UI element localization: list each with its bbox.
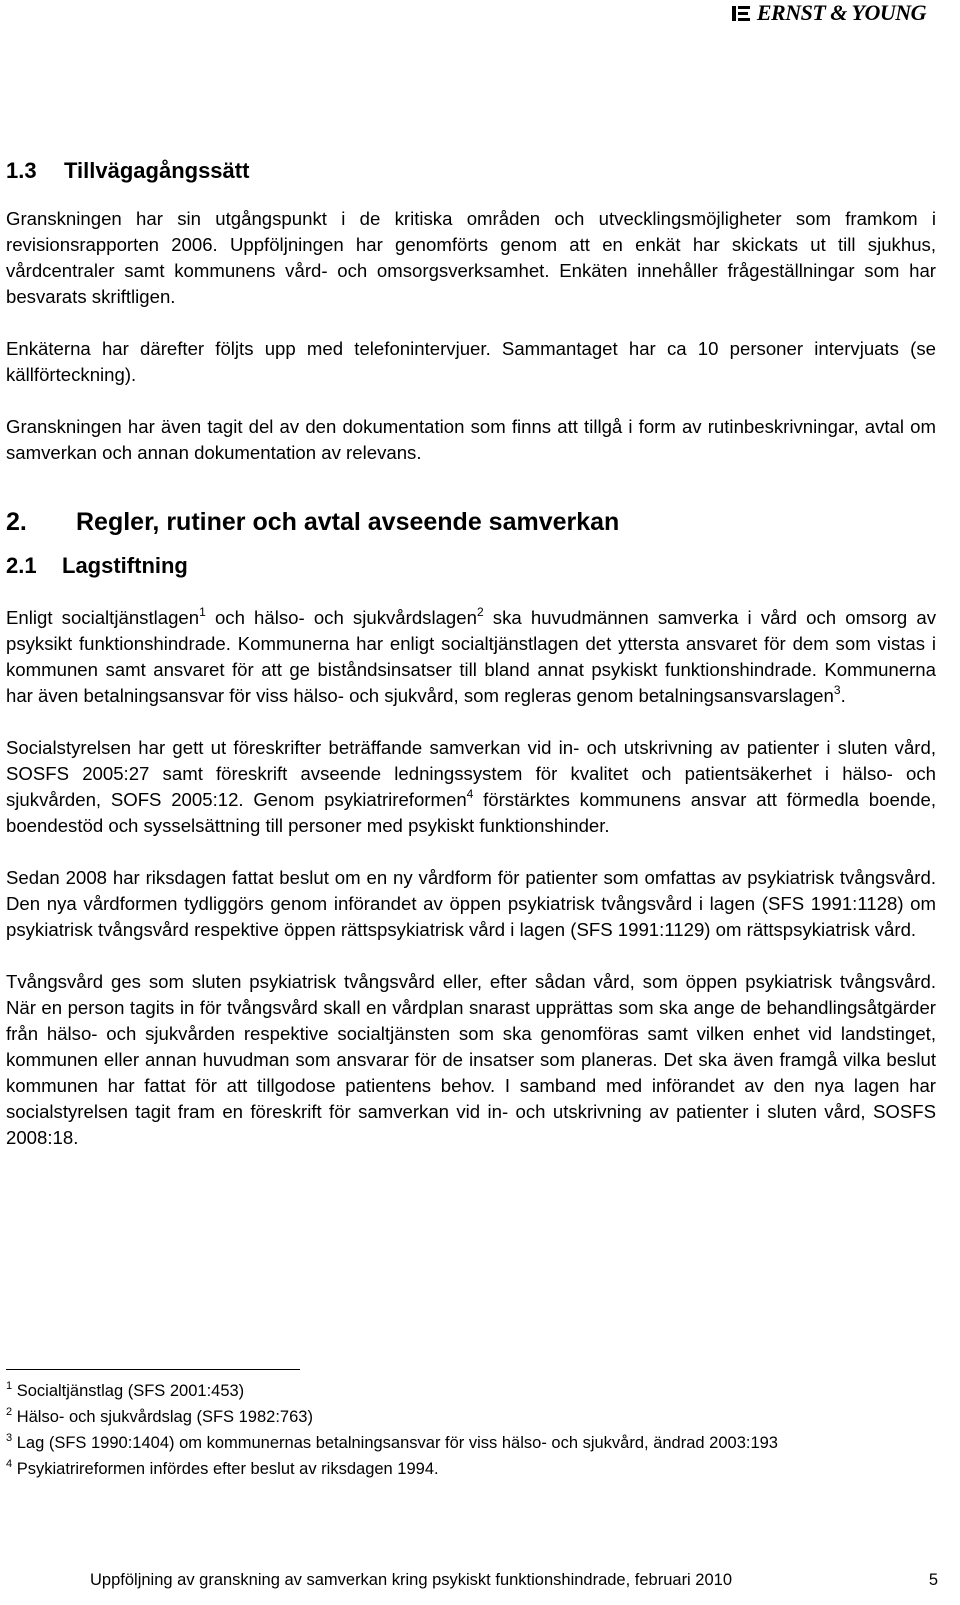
footnote — [6, 1431, 936, 1455]
footnote-ref: 4 — [466, 787, 474, 801]
logo-text: ERNST & YOUNG — [756, 0, 926, 25]
section-title: Tillvägagångssätt — [64, 158, 250, 183]
footnote-text: Lag (SFS 1990:1404) om kommunernas betalningsansvar för viss hälso- och sjukvård, ändrad 2003:193 — [16, 1434, 778, 1452]
paragraph: Granskningen har även tagit del av den dokumentation som finns att tillgå i form av rutinbeskrivningar, avtal om samverkan och annan dokumentation av relevans. — [6, 416, 936, 463]
footnote-number: 1 — [6, 1380, 13, 1392]
footer-text: Uppföljning av granskning av samverkan kring psykiskt funktionshindrade, februari 2010 — [90, 1571, 733, 1589]
paragraph — [6, 735, 936, 839]
paragraph: Granskningen har sin utgångspunkt i de kritiska områden och utvecklingsmöjligheter som framkom i revisionsrapporten 2006. Uppföljningen har genomförts genom att en enkät har skickats ut till sjukhus, vårdcentraler samt kommunens vård- och omsorgsverksamhet. Enkäten innehåller frågeställningar som har besvarats skriftligen. — [6, 208, 936, 307]
ey-logo-mark-icon — [731, 3, 751, 23]
section-heading-2 — [6, 508, 936, 537]
footnote-separator — [6, 1369, 300, 1370]
page-footer — [90, 1571, 938, 1590]
ernst-young-logo — [731, 0, 926, 26]
footnote-text: Socialtjänstlag (SFS 2001:453) — [16, 1382, 245, 1400]
section-number: 2. — [6, 508, 27, 536]
text-run: Socialstyrelsen har gett ut föreskrifter beträffande samverkan vid in- och utskrivning av patienter i sluten vård, SOSFS 2005:27 samt föreskrift avseende ledningssystem för kvalitet och patientsäkerhet i hälso- och sjukvården, SOFS 2005:12. Genom psykiatrireformen — [6, 737, 936, 810]
paragraph: Sedan 2008 har riksdagen fattat beslut om en ny vårdform för patienter som omfattas av psykiatrisk tvångsvård. Den nya vårdformen tydliggörs genom införandet av öppen psykiatrisk tvångsvård i lagen (SFS 1991:1128) om psykiatrisk tvångsvård respektive öppen rättspsykiatrisk vård i lagen (SFS 1991:1129) om rättspsykiatrisk vård. — [6, 867, 936, 940]
footnote — [6, 1457, 936, 1481]
section-title: Lagstiftning — [62, 553, 188, 578]
footnote — [6, 1405, 936, 1429]
section-heading-2-1 — [6, 553, 936, 579]
footnote-text: Psykiatrireformen infördes efter beslut av riksdagen 1994. — [16, 1460, 439, 1478]
text-run: och hälso- och sjukvårdslagen — [205, 607, 477, 628]
paragraph — [6, 605, 936, 709]
section-title: Regler, rutiner och avtal avseende samverkan — [76, 508, 620, 536]
text-run: förstärktes kommunens ansvar att förmedla boende, boendestöd och sysselsättning till personer med psykiskt funktionshinder. — [6, 789, 936, 836]
footnote-ref: 1 — [199, 605, 206, 619]
footnote-number: 3 — [6, 1432, 13, 1444]
footnotes — [6, 1379, 936, 1483]
section-number: 2.1 — [6, 553, 37, 578]
paragraph: Enkäterna har därefter följts upp med telefonintervjuer. Sammantaget har ca 10 personer intervjuats (se källförteckning). — [6, 338, 936, 385]
text-run: Enligt socialtjänstlagen — [6, 607, 200, 628]
document-body — [6, 158, 936, 1177]
footnote-ref: 2 — [476, 605, 484, 619]
section-heading-1-3 — [6, 158, 936, 184]
paragraph: Tvångsvård ges som sluten psykiatrisk tvångsvård eller, efter sådan vård, som öppen psykiatrisk tvångsvård. När en person tagits in för tvångsvård skall en vårdplan snarast upprättas som ska ange de behandlingsåtgärder från hälso- och sjukvården respektive socialtjänsten som ska genomföras samt vilken enhet vid landstinget, kommunen eller annan huvudman som ansvarar för de insatser som planeras. Det ska även framgå vilka beslut kommunen har fattat för att tillgodose patientens behov. I samband med införandet av den nya lagen har socialstyrelsen tagit fram en föreskrift för samverkan vid in- och utskrivning av patienter i sluten vård, SOSFS 2008:18. — [6, 971, 936, 1148]
footnote — [6, 1379, 936, 1403]
text-run: ska huvudmännen samverka i vård och omsorg av psyksikt funktionshindrade. Kommunerna har enligt socialtjänstlagen det yttersta ansvaret för dem som vistas i kommunen samt ansvaret för att ge biståndsinsatser till bland annat psykiskt funktionshindrade. Kommunerna har även betalningsansvar för viss hälso- och sjukvård, som regleras genom betalningsansvarslagen — [6, 607, 936, 706]
footnote-number: 2 — [6, 1406, 13, 1418]
footnote-text: Hälso- och sjukvårdslag (SFS 1982:763) — [16, 1408, 313, 1426]
footnote-ref: 3 — [833, 683, 841, 697]
footnote-number: 4 — [6, 1458, 13, 1470]
page-number: 5 — [928, 1571, 938, 1589]
text-run: . — [840, 685, 846, 706]
section-number: 1.3 — [6, 158, 37, 183]
